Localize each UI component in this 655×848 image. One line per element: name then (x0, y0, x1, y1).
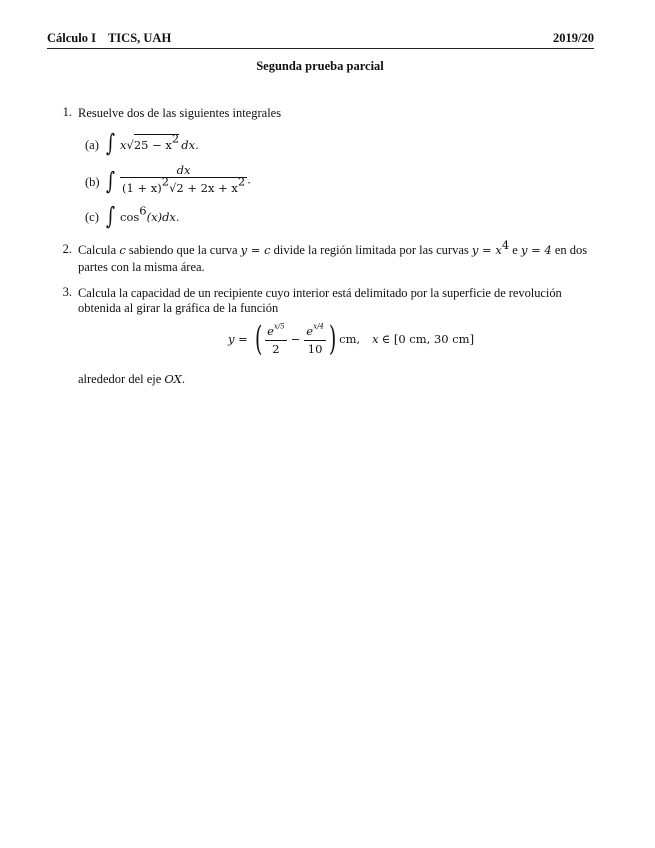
part-a-label: (a) (85, 138, 99, 152)
problem-2-number: 2. (62, 242, 72, 256)
part-a-integrand: $x√25 - x^2$ dx. (120, 131, 199, 152)
problem-1-number: 1. (62, 105, 72, 119)
fraction: $\frac{dx}{(1 + x)^2√2 + 2x + x^2}$ (122, 163, 246, 195)
exam-title: Segunda prueba parcial (256, 59, 384, 73)
page-header (47, 31, 594, 49)
left-paren-icon: ( (254, 319, 263, 359)
integral-sign-icon: ∫ (106, 167, 116, 195)
part-b-label: (b) (85, 175, 100, 189)
problem-2-line-1: Calcula c sabiendo que la curva y = c divide la región limitada por las curvas $y = x^4$ e y = 4 en dos (78, 237, 588, 257)
part-c-label: (c) (85, 210, 99, 224)
sqrt-symbol-icon: √ (126, 138, 134, 152)
header-left (47, 31, 171, 46)
part-c-integrand: $\cos^6(x)dx$. (120, 203, 180, 224)
fraction-term-1: $\frac{e^{x/5}}{2}$ (267, 322, 285, 356)
fraction-term-2: $\frac{e^{x/4}}{10}$ (306, 322, 324, 356)
problem-2-line-2: partes con la misma área. (78, 260, 205, 274)
course-name: Cálculo I (47, 31, 96, 45)
right-paren-icon: ) (328, 319, 337, 359)
problem-1-text: Resuelve dos de las siguientes integrales (78, 106, 282, 120)
problem-3-line-2: obtenida al girar la gráfica de la función (78, 301, 279, 315)
institution-name: TICS, UAH (107, 31, 172, 45)
part-b-integrand: $\frac{dx}{(1 + x)^2√2 + 2x + x^2}$ . (122, 163, 251, 195)
sqrt-symbol-icon: √ (169, 181, 177, 195)
integral-sign-icon: ∫ (106, 129, 116, 157)
problem-3-number: 3. (62, 285, 72, 299)
problem-3-line-1: Calcula la capacidad de un recipiente cuyo interior está delimitado por la superficie de revolución (78, 286, 562, 300)
volume-function-formula: y = ( $\frac{e^{x/5}}{2}$ − $\frac{e^{x/4}}{10}$ ) cm, x ∈ [0 cm, 30 cm] (228, 319, 475, 359)
problem-3-closing: alrededor del eje OX. (78, 372, 185, 386)
academic-year: 2019/20 (553, 31, 594, 45)
integral-sign-icon: ∫ (106, 202, 116, 230)
